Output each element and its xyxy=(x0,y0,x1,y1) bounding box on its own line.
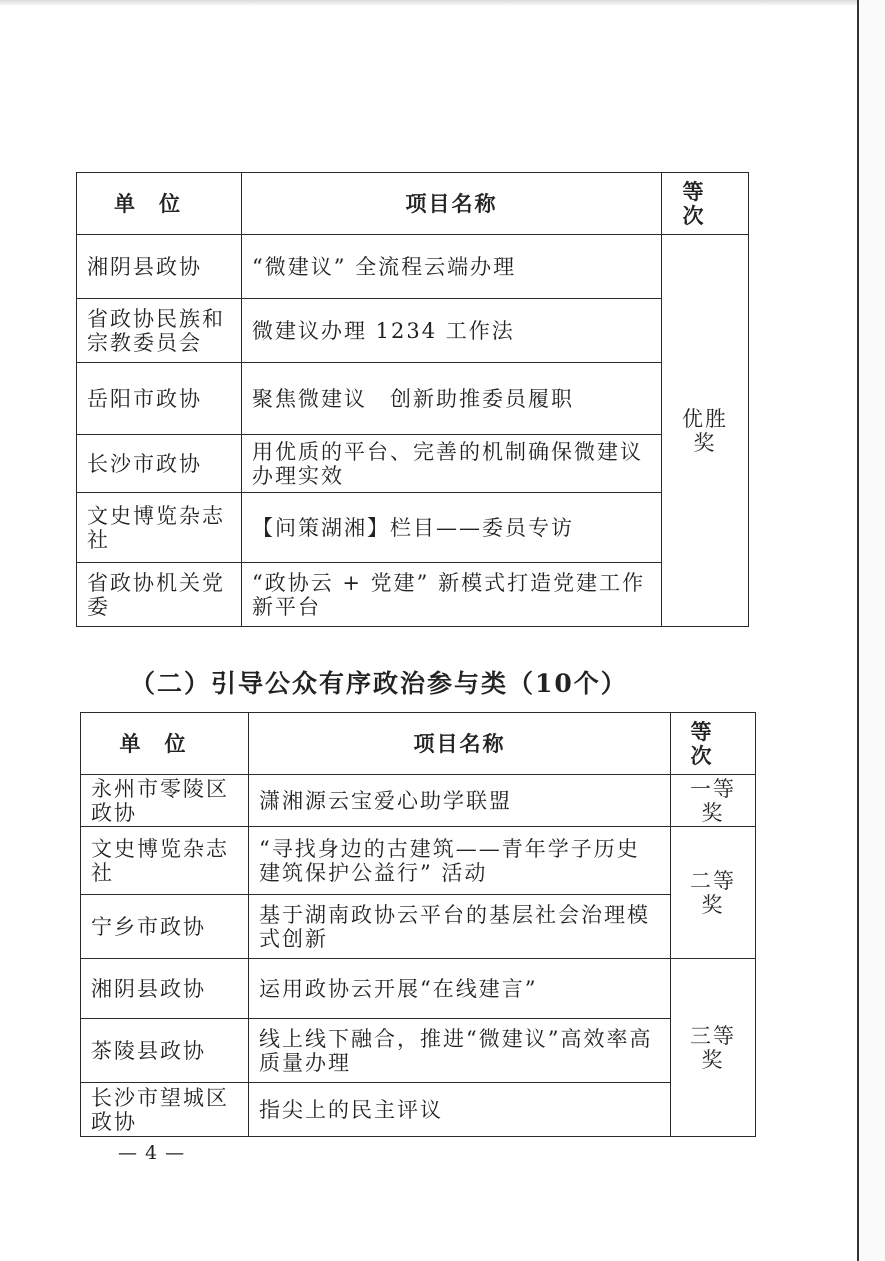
table-row xyxy=(77,493,749,563)
table-row xyxy=(81,895,756,959)
project-cell: “政协云 + 党建” 新模式打造党建工作新平台 xyxy=(242,563,662,627)
unit-cell: 湘阴县政协 xyxy=(77,235,242,299)
project-cell: 聚焦微建议 创新助推委员履职 xyxy=(242,363,662,435)
project-cell: 基于湖南政协云平台的基层社会治理模式创新 xyxy=(249,895,671,959)
unit-cell: 宁乡市政协 xyxy=(81,895,249,959)
table-row xyxy=(77,235,749,299)
table-row xyxy=(81,775,756,827)
table-row xyxy=(81,827,756,895)
header-unit: 单位 xyxy=(77,173,242,235)
table-header-row xyxy=(81,713,756,775)
unit-cell: 长沙市政协 xyxy=(77,435,242,493)
header-project: 项目名称 xyxy=(249,713,671,775)
project-cell: 潇湘源云宝爱心助学联盟 xyxy=(249,775,671,827)
project-cell: “寻找身边的古建筑——青年学子历史建筑保护公益行” 活动 xyxy=(249,827,671,895)
scan-edge-right xyxy=(857,0,885,1261)
project-cell: “微建议” 全流程云端办理 xyxy=(242,235,662,299)
table-row xyxy=(77,435,749,493)
table-header-row xyxy=(77,173,749,235)
table-row xyxy=(81,959,756,1019)
project-cell: 【问策湖湘】栏目——委员专访 xyxy=(242,493,662,563)
table-row xyxy=(77,299,749,363)
page-number: — 4 — xyxy=(118,1142,186,1164)
unit-cell: 岳阳市政协 xyxy=(77,363,242,435)
table-row xyxy=(81,1083,756,1137)
table-row xyxy=(81,1019,756,1083)
unit-cell: 永州市零陵区政协 xyxy=(81,775,249,827)
awards-table-2 xyxy=(80,712,756,1137)
rank-cell: 一等奖 xyxy=(671,775,756,827)
rank-cell-merged: 优胜奖 xyxy=(662,235,749,627)
project-cell: 线上线下融合，推进“微建议”高效率高质量办理 xyxy=(249,1019,671,1083)
header-project: 项目名称 xyxy=(242,173,662,235)
unit-cell: 文史博览杂志社 xyxy=(81,827,249,895)
header-rank: 等次 xyxy=(671,713,756,775)
table-row xyxy=(77,563,749,627)
table-row xyxy=(77,363,749,435)
project-cell: 指尖上的民主评议 xyxy=(249,1083,671,1137)
unit-cell: 文史博览杂志社 xyxy=(77,493,242,563)
project-cell: 用优质的平台、完善的机制确保微建议办理实效 xyxy=(242,435,662,493)
rank-cell: 三等奖 xyxy=(671,959,756,1137)
awards-table-1 xyxy=(76,172,749,627)
unit-cell: 省政协机关党委 xyxy=(77,563,242,627)
unit-cell: 省政协民族和宗教委员会 xyxy=(77,299,242,363)
header-rank: 等次 xyxy=(662,173,749,235)
rank-cell: 二等奖 xyxy=(671,827,756,959)
project-cell: 运用政协云开展“在线建言” xyxy=(249,959,671,1019)
header-unit: 单位 xyxy=(81,713,249,775)
unit-cell: 湘阴县政协 xyxy=(81,959,249,1019)
scan-edge-top xyxy=(0,0,885,6)
unit-cell: 长沙市望城区政协 xyxy=(81,1083,249,1137)
project-cell: 微建议办理 1234 工作法 xyxy=(242,299,662,363)
section-title: （二）引导公众有序政治参与类（10个） xyxy=(130,669,628,698)
unit-cell: 茶陵县政协 xyxy=(81,1019,249,1083)
